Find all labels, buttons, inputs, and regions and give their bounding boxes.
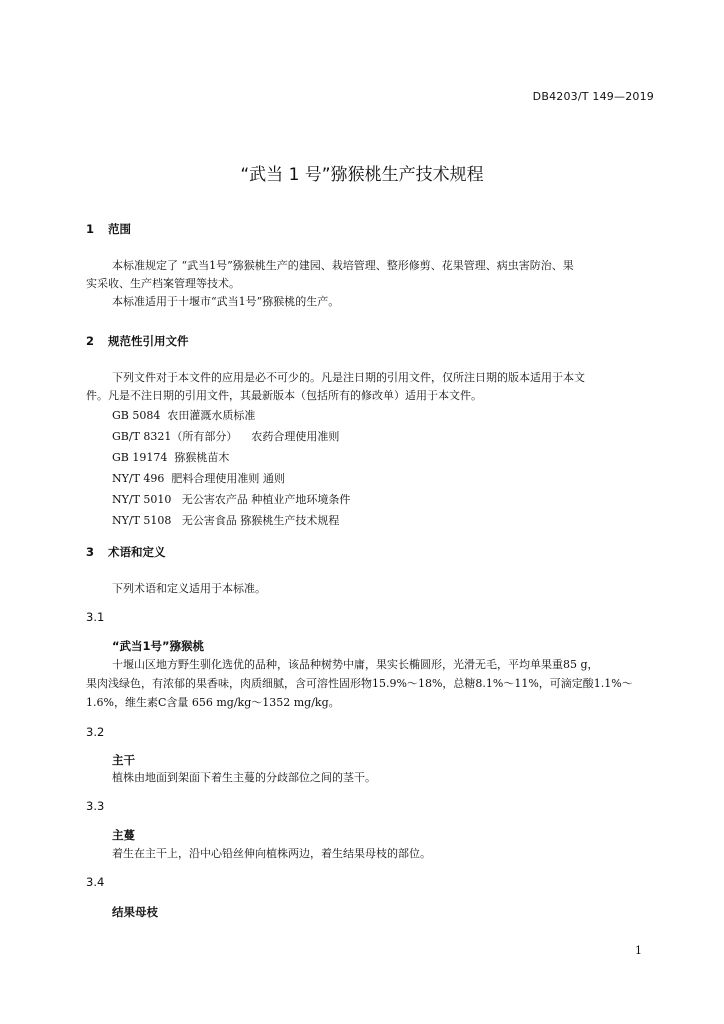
normative-intro-line-1: 下列文件对于本文件的应用是必不可少的。凡是注日期的引用文件，仅所注日期的版本适用于本文 (112, 371, 585, 384)
reference-code: GB/T 8321（所有部分） (112, 430, 238, 443)
term-name: 主干 (112, 753, 135, 767)
reference-code: NY/T 5010 (112, 493, 172, 506)
normative-intro-line-2: 件。凡是不注日期的引用文件，其最新版本（包括所有的修改单）适用于本文件。 (86, 389, 482, 402)
terms-intro: 下列术语和定义适用于本标准。 (112, 582, 266, 595)
section-2-heading (86, 333, 189, 349)
reference-code: GB 19174 (112, 451, 168, 464)
term-number: 3.2 (86, 725, 105, 739)
section-1-heading (86, 221, 131, 237)
term-number: 3.4 (86, 875, 105, 889)
section-number: 3 (86, 545, 95, 559)
reference-item (112, 407, 255, 423)
reference-item (112, 428, 339, 444)
scope-paragraph-2: 本标准适用于十堰市“武当1号”猕猴桃的生产。 (112, 295, 340, 308)
page-number: 1 (635, 944, 642, 957)
reference-item (112, 512, 339, 528)
term-definition-line-1: 植株由地面到架面下着生主蔓的分歧部位之间的茎干。 (112, 771, 376, 784)
reference-title: 猕猴桃苗木 (174, 451, 230, 464)
section-title: 规范性引用文件 (108, 334, 189, 348)
section-number: 1 (86, 222, 95, 236)
term-number: 3.1 (86, 610, 105, 624)
term-name: 主蔓 (112, 828, 135, 842)
term-name: “武当1号”猕猴桃 (112, 639, 205, 653)
term-definition-line-3: 1.6%，维生素C含量 656 mg/kg～1352 mg/kg。 (86, 696, 340, 709)
term-definition-line-2: 果肉浅绿色，有浓郁的果香味，肉质细腻，含可溶性固形物15.9%～18%，总糖8.1%～11%，可滴定酸1.1%～ (86, 677, 633, 690)
reference-title: 农药合理使用准则 (251, 430, 340, 443)
section-title: 术语和定义 (108, 545, 166, 559)
scope-paragraph-1-line-2: 实采收、生产档案管理等技术。 (86, 277, 240, 290)
reference-title: 无公害农产品 种植业产地环境条件 (181, 493, 351, 506)
reference-code: NY/T 496 (112, 472, 165, 485)
term-number: 3.3 (86, 799, 105, 813)
reference-title: 农田灌溉水质标准 (167, 409, 256, 422)
reference-item (112, 491, 350, 507)
term-name: 结果母枝 (112, 905, 158, 919)
section-number: 2 (86, 334, 95, 348)
document-title: “武当 1 号”猕猴桃生产技术规程 (240, 165, 484, 185)
reference-code: NY/T 5108 (112, 514, 172, 527)
term-definition-line-1: 着生在主干上，沿中心铅丝伸向植株两边，着生结果母枝的部位。 (112, 847, 431, 860)
scope-paragraph-1-line-1: 本标准规定了 “武当1号”猕猴桃生产的建园、栽培管理、整形修剪、花果管理、病虫害防治、果 (112, 259, 574, 272)
standard-code: DB4203/T 149—2019 (532, 90, 654, 103)
reference-item (112, 449, 229, 465)
section-3-heading (86, 544, 166, 560)
term-definition-line-1: 十堰山区地方野生驯化选优的品种，该品种树势中庸，果实长椭圆形，光滑无毛，平均单果重85 g， (112, 658, 599, 671)
reference-title: 肥料合理使用准则 通则 (171, 472, 285, 485)
section-title: 范围 (108, 222, 131, 236)
reference-item (112, 470, 285, 486)
reference-title: 无公害食品 猕猴桃生产技术规程 (181, 514, 340, 527)
reference-code: GB 5084 (112, 409, 161, 422)
